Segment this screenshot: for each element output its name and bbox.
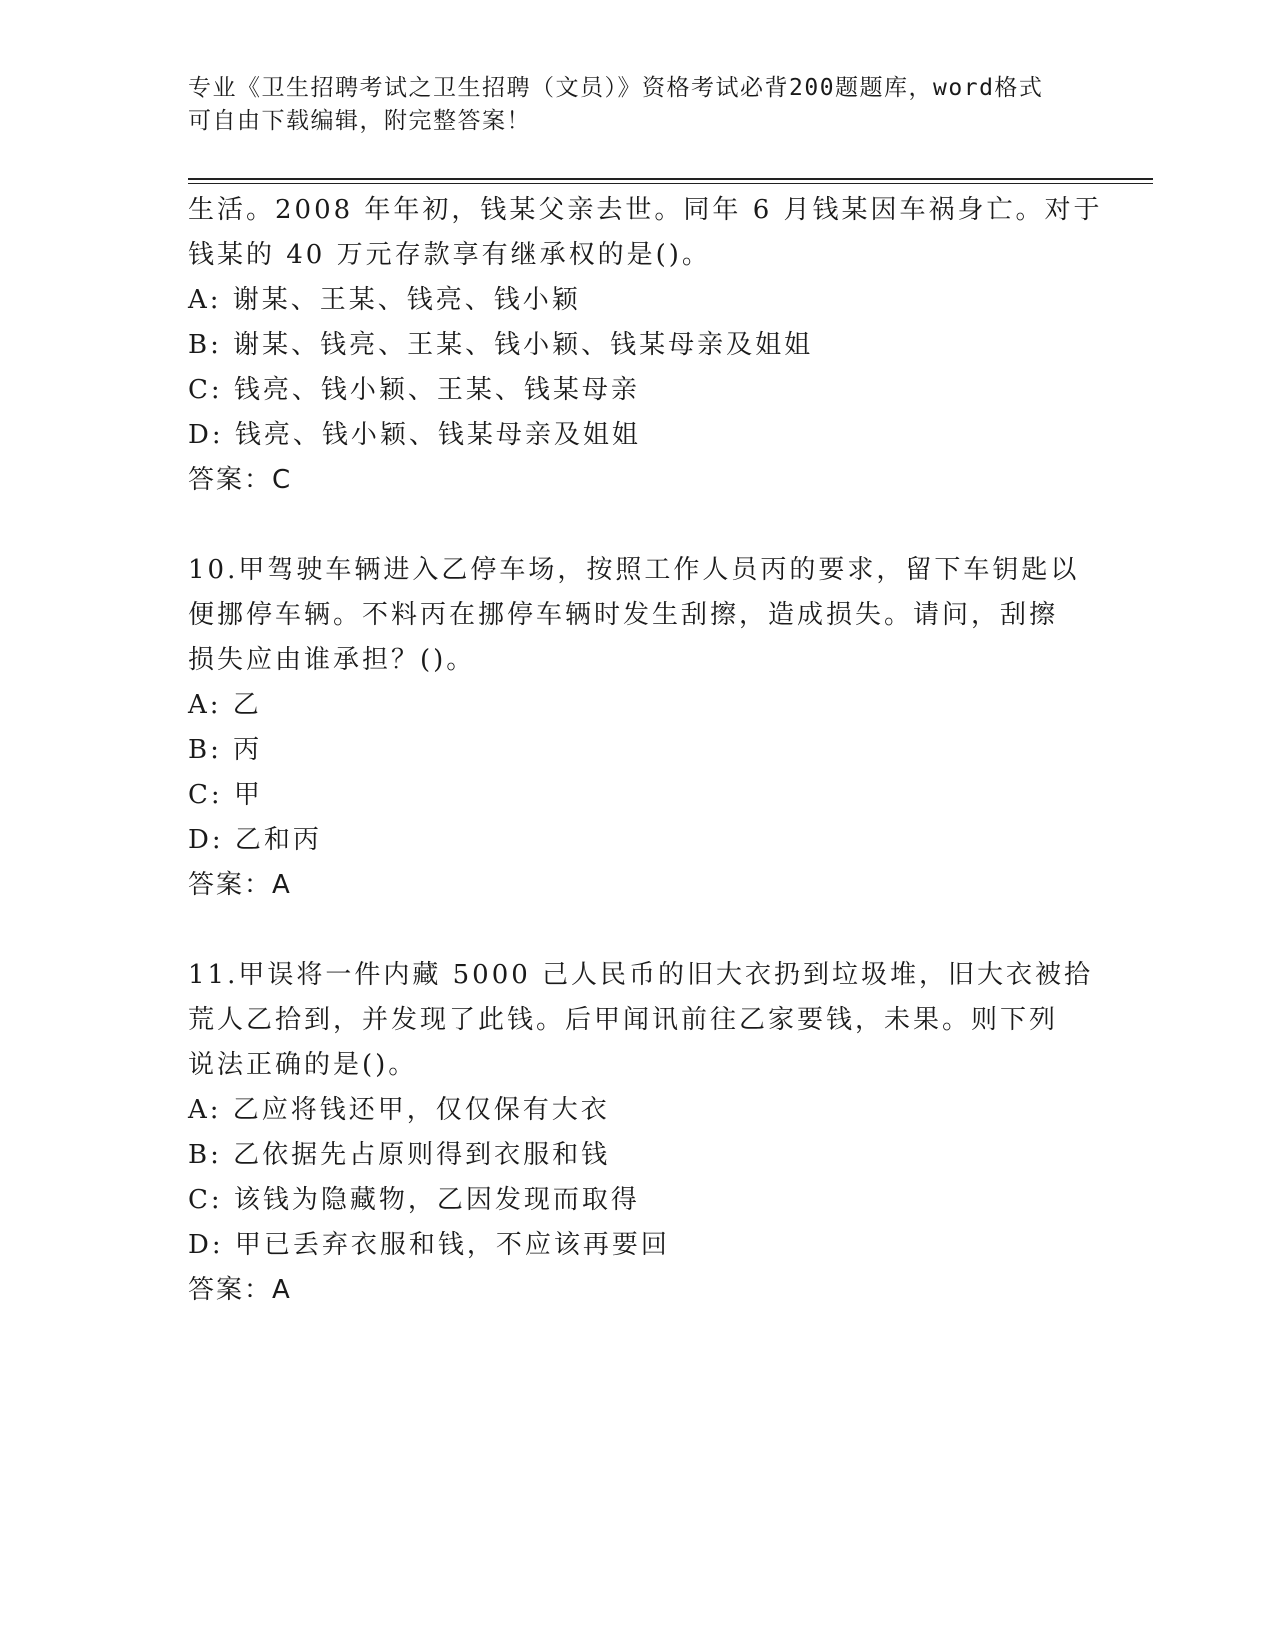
option-a: A: 谢某、王某、钱亮、钱小颖 [188, 285, 581, 315]
option-b: B: 谢某、钱亮、王某、钱小颖、钱某母亲及姐姐 [188, 330, 814, 360]
header-line-2: 可自由下载编辑，附完整答案！ [188, 108, 531, 134]
answer-line: 答案：A [188, 870, 292, 900]
option-c: C: 钱亮、钱小颖、王某、钱某母亲 [188, 375, 640, 405]
question-10 [188, 548, 1088, 908]
question-spacer [188, 908, 1088, 953]
header-rule-thick [188, 178, 1153, 180]
header-line-1: 专业《卫生招聘考试之卫生招聘（文员）》资格考试必背200题题库，word格式 [188, 75, 1044, 101]
header-rule-thin [188, 183, 1153, 184]
answer-line: 答案：A [188, 1275, 292, 1305]
option-b: B: 乙依据先占原则得到衣服和钱 [188, 1140, 611, 1170]
question-stem-line: 损失应由谁承担？()。 [188, 645, 476, 675]
question-stem-line: 便挪停车辆。不料丙在挪停车辆时发生刮擦，造成损失。请问，刮擦 [188, 600, 1059, 630]
option-d: D: 钱亮、钱小颖、钱某母亲及姐姐 [188, 420, 641, 450]
option-c: C: 甲 [188, 780, 263, 810]
question-stem-line: 生活。2008 年年初，钱某父亲去世。同年 6 月钱某因车祸身亡。对于 [188, 195, 1103, 225]
question-list [188, 188, 1103, 1313]
option-c: C: 该钱为隐藏物，乙因发现而取得 [188, 1185, 640, 1215]
question-stem-line: 荒人乙拾到，并发现了此钱。后甲闻讯前往乙家要钱，未果。则下列 [188, 1005, 1059, 1035]
option-b: B: 丙 [188, 735, 263, 765]
answer-line: 答案：C [188, 465, 293, 495]
question-spacer [188, 503, 1088, 548]
question-9 [188, 188, 1103, 503]
question-stem-line: 钱某的 40 万元存款享有继承权的是()。 [188, 240, 711, 270]
option-d: D: 乙和丙 [188, 825, 322, 855]
option-a: A: 乙应将钱还甲，仅仅保有大衣 [188, 1095, 610, 1125]
question-stem-line: 10.甲驾驶车辆进入乙停车场，按照工作人员丙的要求，留下车钥匙以 [188, 555, 1080, 585]
question-11 [188, 953, 1094, 1313]
option-a: A: 乙 [188, 690, 262, 720]
question-stem-line: 11.甲误将一件内藏 5000 己人民币的旧大衣扔到垃圾堆，旧大衣被拾 [188, 960, 1094, 990]
question-stem-line: 说法正确的是()。 [188, 1050, 418, 1080]
document-header [188, 72, 1088, 138]
option-d: D: 甲已丢弃衣服和钱，不应该再要回 [188, 1230, 670, 1260]
